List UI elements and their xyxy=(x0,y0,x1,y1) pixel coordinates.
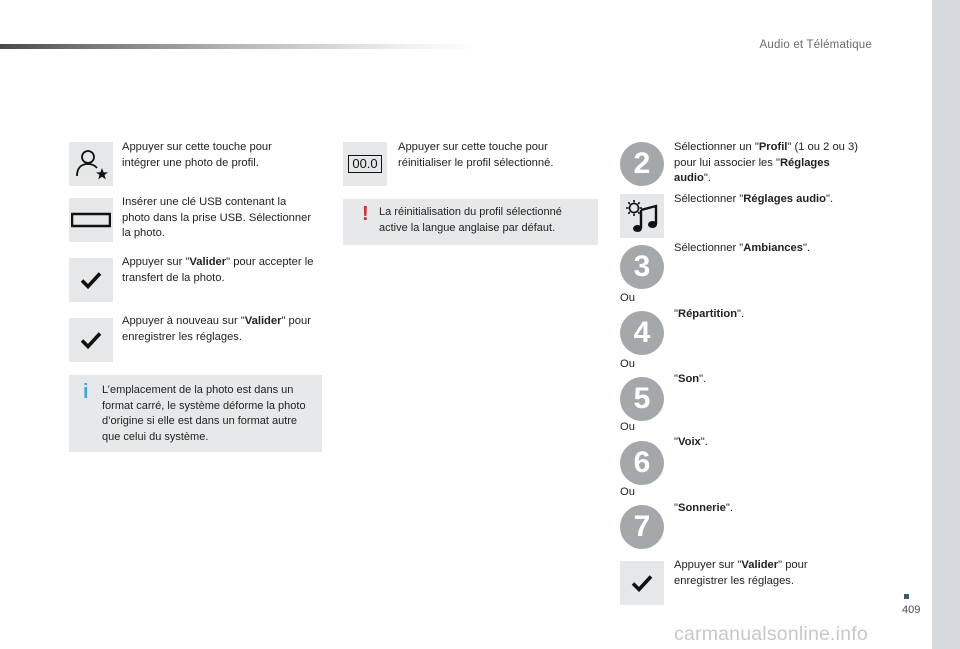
or-label: Ou xyxy=(620,358,635,370)
warning-note xyxy=(343,199,598,245)
page-number: 409 xyxy=(902,604,921,616)
info-note-text: L’emplacement de la photo est dans un format carré, le système déforme la photo d’origine si elle est dans un format autre que celui du système. xyxy=(102,384,306,443)
checkmark-icon xyxy=(631,574,653,592)
or-label: Ou xyxy=(620,486,635,498)
validate-key xyxy=(69,258,113,302)
header-rule xyxy=(0,44,480,49)
watermark: carmanualsonline.info xyxy=(674,623,868,645)
reset-key-label: 00.0 xyxy=(348,155,381,173)
step-4-text: "Répartition". xyxy=(674,308,745,320)
step-6-text: "Voix". xyxy=(674,436,708,448)
audio-settings-text: Sélectionner "Réglages audio". xyxy=(674,193,834,205)
step-5-text: "Son". xyxy=(674,373,707,385)
profile-photo-key xyxy=(69,142,113,186)
reset-text: Appuyer sur cette touche pour réinitialiser le profil sélectionné. xyxy=(398,141,554,169)
audio-settings-key xyxy=(620,194,664,238)
or-label: Ou xyxy=(620,421,635,433)
step-6-badge: 6 xyxy=(620,441,664,485)
section-title: Audio et Télématique xyxy=(759,39,872,51)
or-label: Ou xyxy=(620,292,635,304)
step-4-badge: 4 xyxy=(620,311,664,355)
step-7-badge: 7 xyxy=(620,505,664,549)
revalidate-text: Appuyer à nouveau sur "Valider" pour enregistrer les réglages. xyxy=(122,315,311,343)
warning-note-text: La réinitialisation du profil sélectionné active la langue anglaise par défaut. xyxy=(379,206,562,234)
info-note xyxy=(69,375,322,452)
profile-photo-text: Appuyer sur cette touche pour intégrer une photo de profil. xyxy=(122,141,272,169)
step-2-badge: 2 xyxy=(620,142,664,186)
revalidate-key xyxy=(69,318,113,362)
validate-text: Appuyer sur "Valider" pour accepter le transfert de la photo. xyxy=(122,256,314,284)
step-3-badge: 3 xyxy=(620,245,664,289)
usb-text: Insérer une clé USB contenant la photo dans la prise USB. Sélectionner la photo. xyxy=(122,196,312,240)
step-3-text: Sélectionner "Ambiances". xyxy=(674,242,811,254)
gear-music-note-icon xyxy=(622,196,662,236)
final-validate-text: Appuyer sur "Valider" pour enregistrer les réglages. xyxy=(674,559,808,587)
checkmark-icon xyxy=(80,331,102,349)
warning-icon: ! xyxy=(362,203,369,225)
user-star-icon xyxy=(71,144,111,184)
page-side-strip xyxy=(932,0,960,649)
page-marker xyxy=(904,594,909,599)
step-5-badge: 5 xyxy=(620,377,664,421)
usb-key xyxy=(69,198,113,242)
final-validate-key xyxy=(620,561,664,605)
checkmark-icon xyxy=(80,271,102,289)
info-icon: i xyxy=(83,381,89,403)
step-2-text: Sélectionner un "Profil" (1 ou 2 ou 3) pour lui associer les "Réglages audio". xyxy=(674,141,858,185)
reset-key xyxy=(343,142,387,186)
usb-slot-icon xyxy=(71,209,111,231)
step-7-text: "Sonnerie". xyxy=(674,502,733,514)
